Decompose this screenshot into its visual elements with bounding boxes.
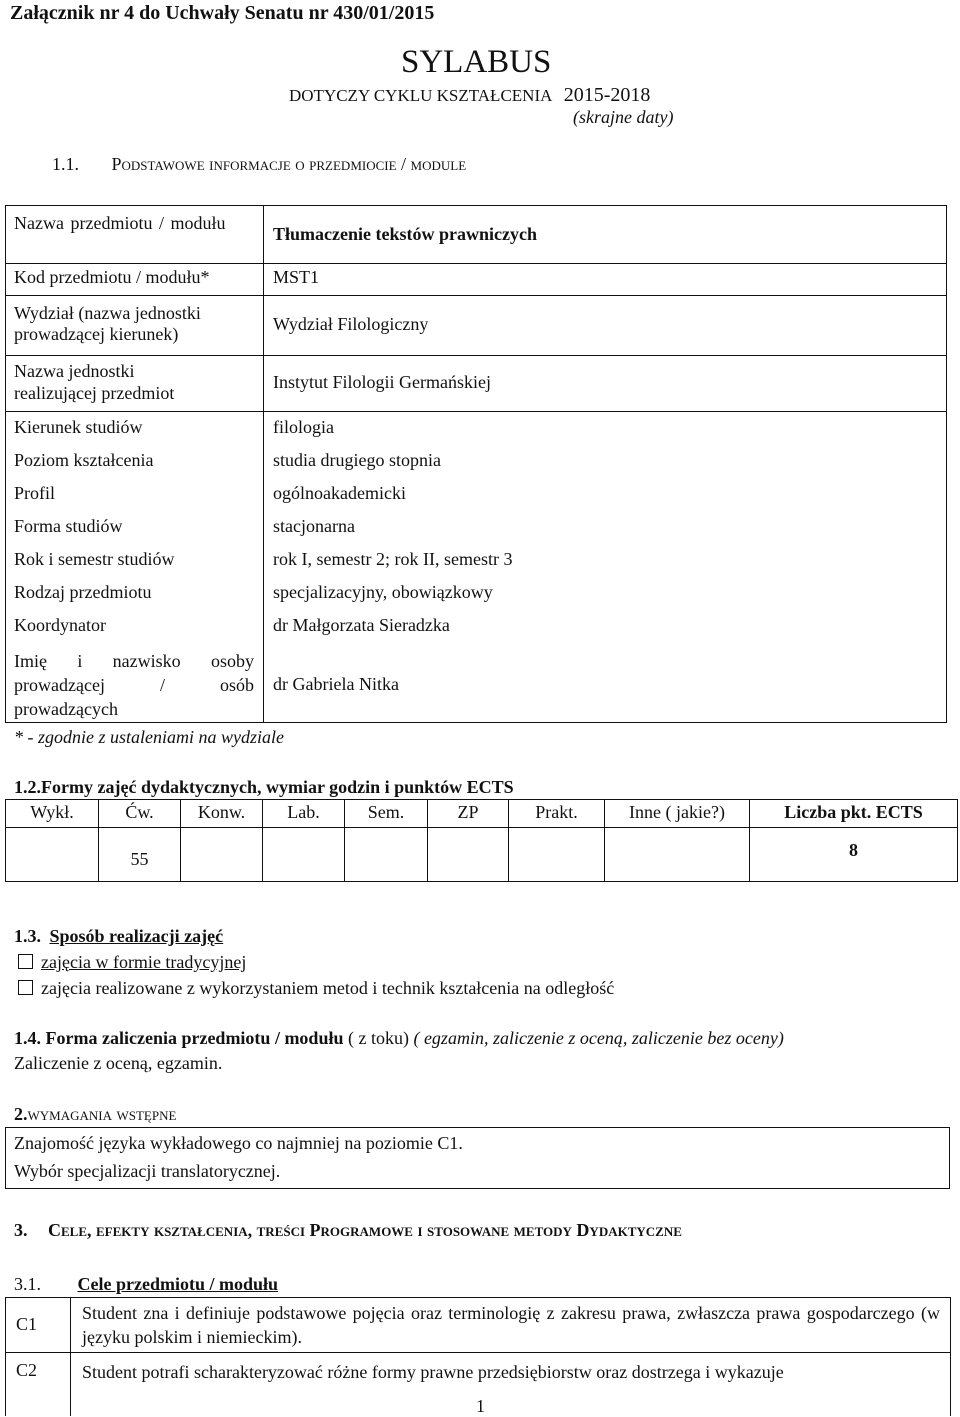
goal-text-c2: Student potrafi scharakteryzować różne formy prawne przedsiębiorstw oraz dostrzega i wykazuje — [82, 1362, 784, 1382]
info-label-type: Rodzaj przedmiotu — [14, 582, 152, 602]
ects-col-points: Liczba pkt. ECTS — [784, 802, 923, 822]
section-1-1-title: Podstawowe informacje o przedmiocie / module — [111, 154, 467, 174]
footnote: * - zgodnie z ustaleniami na wydziale — [14, 727, 284, 747]
section-1-4-number: 1.4. — [14, 1028, 41, 1048]
section-1-4-title: Forma zaliczenia przedmiotu / modułu — [45, 1028, 344, 1048]
document-title: SYLABUS — [401, 44, 552, 80]
option-traditional[interactable] — [18, 952, 246, 973]
checkbox-remote[interactable] — [18, 980, 33, 995]
info-value-profile: ogólnoakademicki — [273, 483, 406, 503]
info-value-subject-code: MST1 — [273, 267, 320, 287]
section-2-title: wymagania wstępne — [27, 1104, 177, 1124]
section-3-title: Cele, efekty kształcenia, treści Programowe i stosowane metody Dydaktyczne — [48, 1220, 682, 1240]
ects-col-exercises: Ćw. — [125, 802, 154, 822]
info-value-mode: stacjonarna — [273, 516, 355, 536]
section-1-3-title: Sposób realizacji zajęć — [49, 926, 224, 946]
section-3-1-title: Cele przedmiotu / modułu — [77, 1274, 278, 1294]
cycle-range-note: (skrajne daty) — [573, 107, 674, 127]
info-value-field: filologia — [273, 417, 334, 437]
info-value-subject-name: Tłumaczenie tekstów prawniczych — [273, 224, 537, 244]
page-number: 1 — [476, 1396, 485, 1416]
cycle-line — [289, 84, 650, 107]
section-3-1-heading — [14, 1274, 278, 1295]
ects-col-other: Inne ( jakie?) — [629, 802, 725, 822]
info-label-unit: Nazwa jednostki realizującej przedmiot — [14, 361, 175, 403]
ects-col-lecture: Wykł. — [30, 802, 74, 822]
option-traditional-label: zajęcia w formie tradycyjnej — [41, 952, 247, 972]
section-1-3-number: 1.3. — [14, 926, 41, 946]
section-2-number: 2. — [14, 1104, 28, 1124]
ects-col-seminar: Sem. — [367, 802, 405, 822]
cycle-label: DOTYCZY CYKLU KSZTAŁCENIA — [289, 86, 552, 105]
requirement-line-2: Wybór specjalizacji translatorycznej. — [14, 1161, 281, 1181]
section-1-3-heading — [14, 926, 223, 947]
section-1-2-heading: 1.2.Formy zajęć dydaktycznych, wymiar godzin i punktów ECTS — [14, 777, 514, 797]
info-value-faculty: Wydział Filologiczny — [273, 314, 429, 334]
info-label-subject-name: Nazwa przedmiotu / modułu — [14, 213, 226, 233]
section-1-4-heading — [14, 1028, 784, 1049]
info-label-level: Poziom kształcenia — [14, 450, 154, 470]
info-label-faculty: Wydział (nazwa jednostki prowadzącej kierunek) — [14, 303, 201, 344]
ects-col-zp: ZP — [457, 802, 479, 822]
goal-code-c2: C2 — [16, 1360, 38, 1380]
info-value-unit: Instytut Filologii Germańskiej — [273, 372, 491, 392]
info-label-teachers: Imię i nazwisko osoby prowadzącej / osób prowadzących — [14, 651, 254, 719]
requirement-line-1: Znajomość języka wykładowego co najmniej na poziomie C1. — [14, 1133, 463, 1153]
ects-value-exercises: 55 — [130, 849, 149, 869]
section-3-1-number: 3.1. — [14, 1274, 41, 1294]
section-1-4-value: Zaliczenie z oceną, egzamin. — [14, 1053, 223, 1073]
section-3-number: 3. — [14, 1220, 28, 1240]
cycle-years: 2015-2018 — [563, 84, 651, 106]
annex-line: Załącznik nr 4 do Uchwały Senatu nr 430/01/2015 — [10, 2, 435, 24]
checkbox-traditional[interactable] — [18, 954, 33, 969]
info-label-coordinator: Koordynator — [14, 615, 106, 635]
section-1-1-number: 1.1. — [52, 154, 79, 174]
goal-code-c1: C1 — [16, 1314, 38, 1334]
option-remote[interactable] — [18, 978, 614, 999]
info-value-type: specjalizacyjny, obowiązkowy — [273, 582, 493, 602]
section-1-4-suffix-italic: ( egzamin, zaliczenie z oceną, zaliczenie bez oceny) — [413, 1028, 784, 1048]
info-label-profile: Profil — [14, 483, 56, 503]
info-value-coordinator: dr Małgorzata Sieradzka — [273, 615, 450, 635]
ects-value-points: 8 — [849, 840, 858, 860]
ects-col-conversation: Konw. — [197, 802, 246, 822]
info-label-subject-code: Kod przedmiotu / modułu* — [14, 267, 210, 287]
section-3-heading — [14, 1220, 682, 1241]
info-label-year-semester: Rok i semestr studiów — [14, 549, 175, 569]
goal-text-c1: Student zna i definiuje podstawowe pojęcia oraz terminologię z zakresu prawa, zwłaszcza prawa gospodarczego (w języku polskim i niemieckim). — [82, 1303, 940, 1347]
info-value-year-semester: rok I, semestr 2; rok II, semestr 3 — [273, 549, 513, 569]
ects-col-practice: Prakt. — [535, 802, 578, 822]
info-label-mode: Forma studiów — [14, 516, 123, 536]
option-remote-label: zajęcia realizowane z wykorzystaniem metod i technik kształcenia na odległość — [41, 978, 615, 998]
info-value-level: studia drugiego stopnia — [273, 450, 441, 470]
section-1-1-heading — [52, 154, 466, 175]
ects-col-lab: Lab. — [287, 802, 320, 822]
info-value-teachers: dr Gabriela Nitka — [273, 674, 399, 694]
section-1-4-suffix: ( z toku) — [347, 1028, 409, 1048]
info-label-field: Kierunek studiów — [14, 417, 143, 437]
section-2-heading — [14, 1104, 176, 1125]
